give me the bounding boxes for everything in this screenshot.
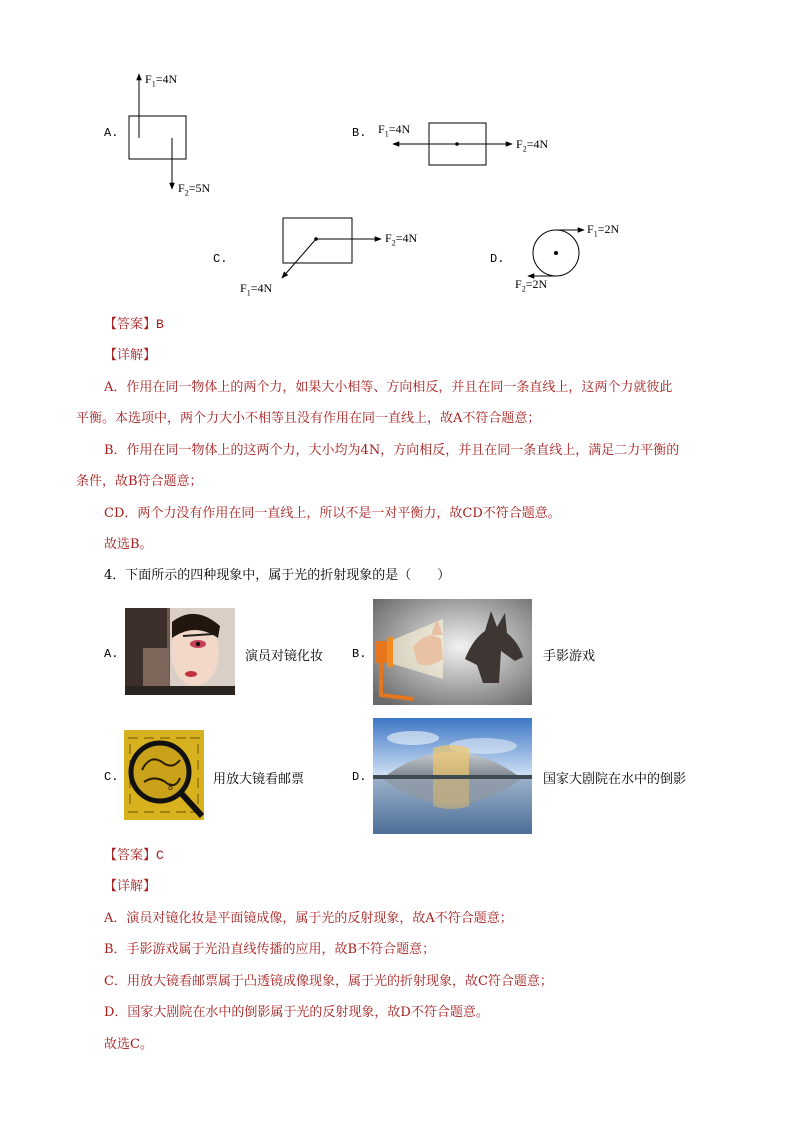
- q3-detail-line-2: 平衡。本选项中，两个力大小不相等且没有作用在同一直线上，故A不符合题意；: [76, 411, 541, 426]
- q4-detail-line-2: B．手影游戏属于光沿直线传播的应用，故B不符合题意；: [104, 942, 436, 957]
- q4-option-a-label: A.: [104, 647, 119, 661]
- diagram-c-f1-arrow: [282, 239, 316, 278]
- diagram-a-f1-label: $F_1=4N$: [145, 72, 178, 89]
- diagram-c-box: [283, 218, 352, 263]
- q4-option-b-caption: 手影游戏: [543, 649, 596, 664]
- q4-option-c-caption: 用放大镜看邮票: [213, 772, 305, 787]
- q3-detail-line-6: 故选B。: [104, 537, 153, 552]
- q4-option-d-label: D.: [352, 770, 367, 784]
- diagram-b-f1-label: $F_1=4N$: [378, 122, 411, 139]
- q4-option-b-label: B.: [352, 647, 367, 661]
- national-theater-image: [373, 718, 532, 834]
- q3-detail-line-1: A．作用在同一物体上的两个力，如果大小相等、方向相反，并且在同一条直线上，这两个力就彼此: [104, 380, 673, 395]
- diagram-c-f2-label: $F_2=4N$: [385, 231, 418, 248]
- q3-detail-line-5: CD．两个力没有作用在同一直线上，所以不是一对平衡力，故CD不符合题意。: [104, 506, 561, 521]
- q4-question: 4．下面所示的四种现象中，属于光的折射现象的是（ ）: [104, 568, 451, 583]
- q3-answer: 【答案】B: [104, 317, 164, 332]
- q3-detail-line-3: B．作用在同一物体上的这两个力，大小均为4N，方向相反，并且在同一条直线上，满足二力平衡的: [104, 443, 680, 458]
- diagram-b-f2-label: $F_2=4N$: [516, 137, 549, 154]
- q4-detail-line-1: A．演员对镜化妆是平面镜成像，属于光的反射现象，故A不符合题意；: [104, 911, 513, 926]
- q4-detail-line-5: 故选C。: [104, 1037, 153, 1052]
- diagram-d-f1-label: $F_1=2N$: [587, 222, 620, 239]
- q3-detail-line-4: 条件，故B符合题意；: [76, 474, 203, 489]
- makeup-mirror-image: [125, 608, 235, 695]
- diagram-d-f2-label: $F_2=2N$: [515, 277, 548, 294]
- diagram-a-label: A.: [104, 126, 119, 140]
- magnifier-stamp-image: [124, 730, 204, 820]
- q3-detail-label: 【详解】: [104, 348, 157, 363]
- diagram-a-box: [129, 116, 186, 159]
- force-diagrams: [0, 0, 794, 310]
- svg-text:8: 8: [168, 782, 174, 792]
- q4-detail-line-3: C．用放大镜看邮票属于凸透镜成像现象，属于光的折射现象，故C符合题意；: [104, 974, 553, 989]
- q4-detail-label: 【详解】: [104, 879, 157, 894]
- q4-option-a-caption: 演员对镜化妆: [245, 649, 324, 664]
- q4-detail-line-4: D．国家大剧院在水中的倒影属于光的反射现象，故D不符合题意。: [104, 1005, 489, 1020]
- q4-option-c-label: C.: [104, 770, 119, 784]
- diagram-c-label: C.: [213, 252, 228, 266]
- q4-option-d-caption: 国家大剧院在水中的倒影: [543, 772, 687, 787]
- diagram-a-f2-label: $F_2=5N$: [178, 181, 211, 198]
- hand-shadow-image: [373, 599, 532, 705]
- diagram-d-label: D.: [490, 252, 505, 266]
- diagram-b-label: B.: [352, 126, 367, 140]
- diagram-c-f1-label: $F_1=4N$: [240, 281, 273, 298]
- q4-answer: 【答案】C: [104, 848, 164, 863]
